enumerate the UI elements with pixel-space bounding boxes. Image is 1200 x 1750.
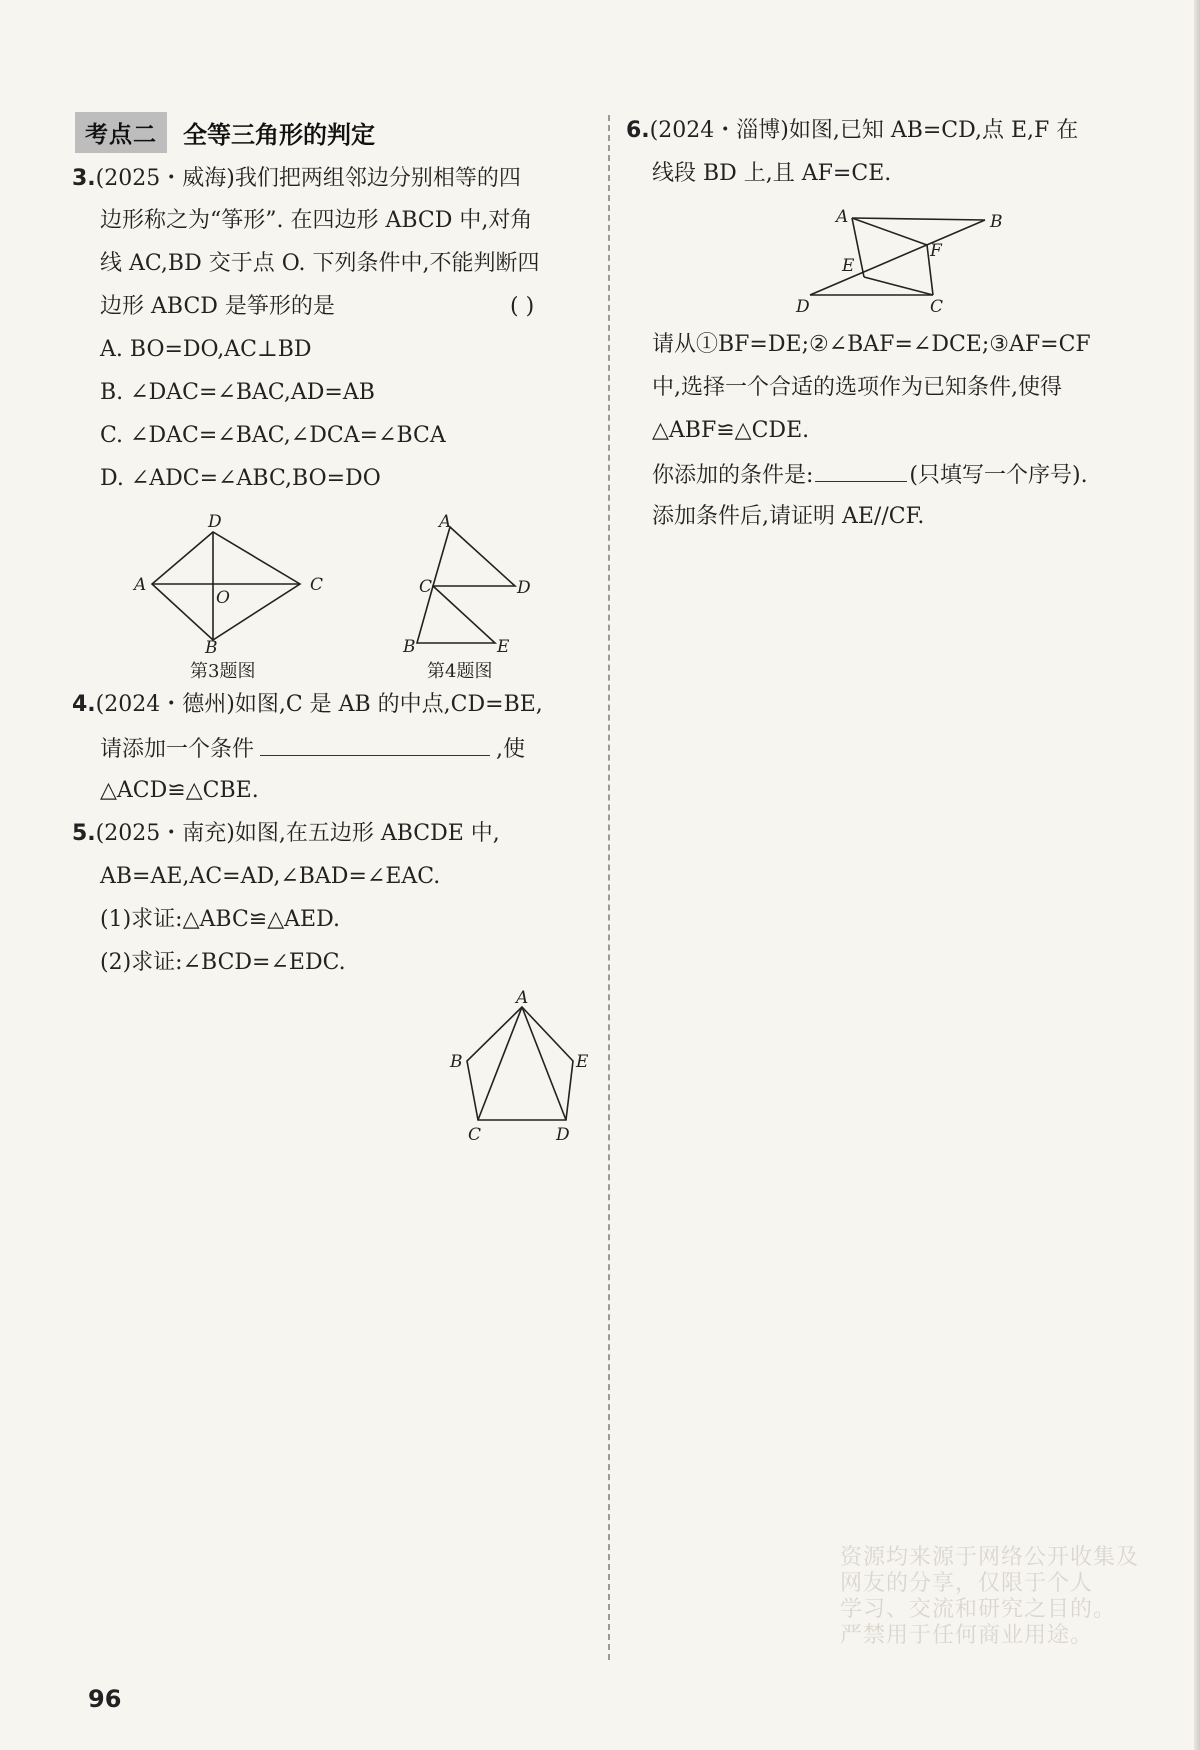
q4-figure-caption: 第4题图 xyxy=(427,661,493,682)
q6-text-4: 中,选择一个合适的选项作为已知条件,使得 xyxy=(652,375,1062,400)
q3-text-3: 线 AC,BD 交于点 O. 下列条件中,不能判断四 xyxy=(100,251,540,276)
q4-label-b: B xyxy=(403,637,416,657)
q3-label-a: A xyxy=(134,575,147,595)
q6-text-5: △ABF≌△CDE. xyxy=(652,418,810,443)
q3-figure-caption: 第3题图 xyxy=(190,661,256,682)
q5-label-e: E xyxy=(576,1052,589,1072)
watermark xyxy=(840,1545,1200,1649)
q6-text-1: (2024・淄博)如图,已知 AB=CD,点 E,F 在 xyxy=(649,118,1079,143)
q3-option-c: C. ∠DAC=∠BAC,∠DCA=∠BCA xyxy=(100,423,446,448)
q3-option-b: B. ∠DAC=∠BAC,AD=AB xyxy=(100,380,375,405)
q6-label-d: D xyxy=(796,297,810,317)
q5-text-2: AB=AE,AC=AD,∠BAD=∠EAC. xyxy=(100,864,441,889)
q3-text-2: 边形称之为“筝形”. 在四边形 ABCD 中,对角 xyxy=(100,208,533,233)
q4-figure xyxy=(395,505,555,685)
q5-label-c: C xyxy=(468,1125,482,1145)
q3-figure xyxy=(120,505,340,685)
q6-line-1 xyxy=(626,116,1078,146)
q3-text-1: (2025・威海)我们把两组邻边分别相等的四 xyxy=(95,166,521,191)
q3-text-4: 边形 ABCD 是筝形的是 xyxy=(100,294,335,319)
section-header xyxy=(75,113,375,151)
q6-text-6-post: (只填写一个序号). xyxy=(909,463,1088,488)
q5-number: 5. xyxy=(72,821,96,846)
q5-label-a: A xyxy=(516,988,529,1008)
q6-line-6 xyxy=(652,459,1088,491)
page-edge xyxy=(1194,0,1200,1750)
q4-label-a: A xyxy=(439,512,452,532)
q5-part-1: (1)求证:△ABC≌△AED. xyxy=(100,907,340,932)
section-tag: 考点二 xyxy=(75,112,167,153)
q5-part-2: (2)求证:∠BCD=∠EDC. xyxy=(100,950,346,975)
page-number: 96 xyxy=(88,1685,122,1713)
watermark-line-1: 资源均来源于网络公开收集及 xyxy=(840,1545,1140,1570)
q6-text-2: 线段 BD 上,且 AF=CE. xyxy=(652,161,892,186)
q4-number: 4. xyxy=(72,692,96,717)
q6-label-b: B xyxy=(990,212,1003,232)
q5-segment-ac xyxy=(478,1007,522,1120)
section-title: 全等三角形的判定 xyxy=(183,120,375,149)
q5-label-d: D xyxy=(556,1125,570,1145)
q6-label-c: C xyxy=(930,297,944,317)
q4-label-e: E xyxy=(497,637,510,657)
q4-line-2 xyxy=(100,733,525,765)
watermark-line-3: 学习、交流和研究之目的。 xyxy=(840,1597,1117,1622)
q4-triangle-acd xyxy=(433,527,515,586)
q3-label-b: B xyxy=(205,638,218,658)
q4-text-2-pre: 请添加一个条件 xyxy=(100,737,255,762)
column-divider xyxy=(608,115,610,1660)
q3-answer-bracket: ( ) xyxy=(510,294,535,319)
q6-text-7: 添加条件后,请证明 AE//CF. xyxy=(652,504,925,529)
q3-label-o: O xyxy=(216,588,230,608)
q5-pentagon xyxy=(467,1007,573,1120)
q6-text-3: 请从①BF=DE;②∠BAF=∠DCE;③AF=CF xyxy=(652,332,1091,357)
q4-text-2-post: ,使 xyxy=(496,737,526,762)
q4-label-d: D xyxy=(517,578,531,598)
q5-line-1 xyxy=(72,819,500,849)
q6-segment-ec xyxy=(864,277,933,295)
q6-text-6-pre: 你添加的条件是: xyxy=(652,463,814,488)
q5-label-b: B xyxy=(450,1052,463,1072)
q4-label-c: C xyxy=(419,577,433,597)
q4-line-1 xyxy=(72,690,543,720)
q3-number: 3. xyxy=(72,166,96,191)
q6-segment-ab xyxy=(852,218,985,220)
q6-number: 6. xyxy=(626,118,650,143)
q4-text-1: (2024・德州)如图,C 是 AB 的中点,CD=BE, xyxy=(95,692,543,717)
q3-quadrilateral xyxy=(152,532,300,640)
q6-label-a: A xyxy=(836,207,849,227)
q5-figure xyxy=(440,985,600,1145)
q4-text-3: △ACD≌△CBE. xyxy=(100,778,259,803)
q6-segment-db xyxy=(810,220,985,295)
q5-segment-ad xyxy=(522,1007,566,1120)
q6-segment-af xyxy=(852,218,927,245)
watermark-line-4: 严禁用于任何商业用途。 xyxy=(840,1623,1094,1648)
q3-line-1 xyxy=(72,164,521,194)
q4-answer-blank[interactable] xyxy=(260,733,490,756)
q3-label-d: D xyxy=(208,512,222,532)
q3-option-d: D. ∠ADC=∠ABC,BO=DO xyxy=(100,466,381,491)
q5-text-1: (2025・南充)如图,在五边形 ABCDE 中, xyxy=(95,821,500,846)
q3-label-c: C xyxy=(310,575,324,595)
q6-figure xyxy=(780,200,1010,320)
watermark-line-2: 网友的分享，仅限于个人 xyxy=(840,1571,1094,1596)
q6-label-f: F xyxy=(930,241,942,261)
q6-answer-blank[interactable] xyxy=(815,459,907,482)
q6-label-e: E xyxy=(842,256,855,276)
q3-option-a: A. BO=DO,AC⊥BD xyxy=(100,337,312,362)
